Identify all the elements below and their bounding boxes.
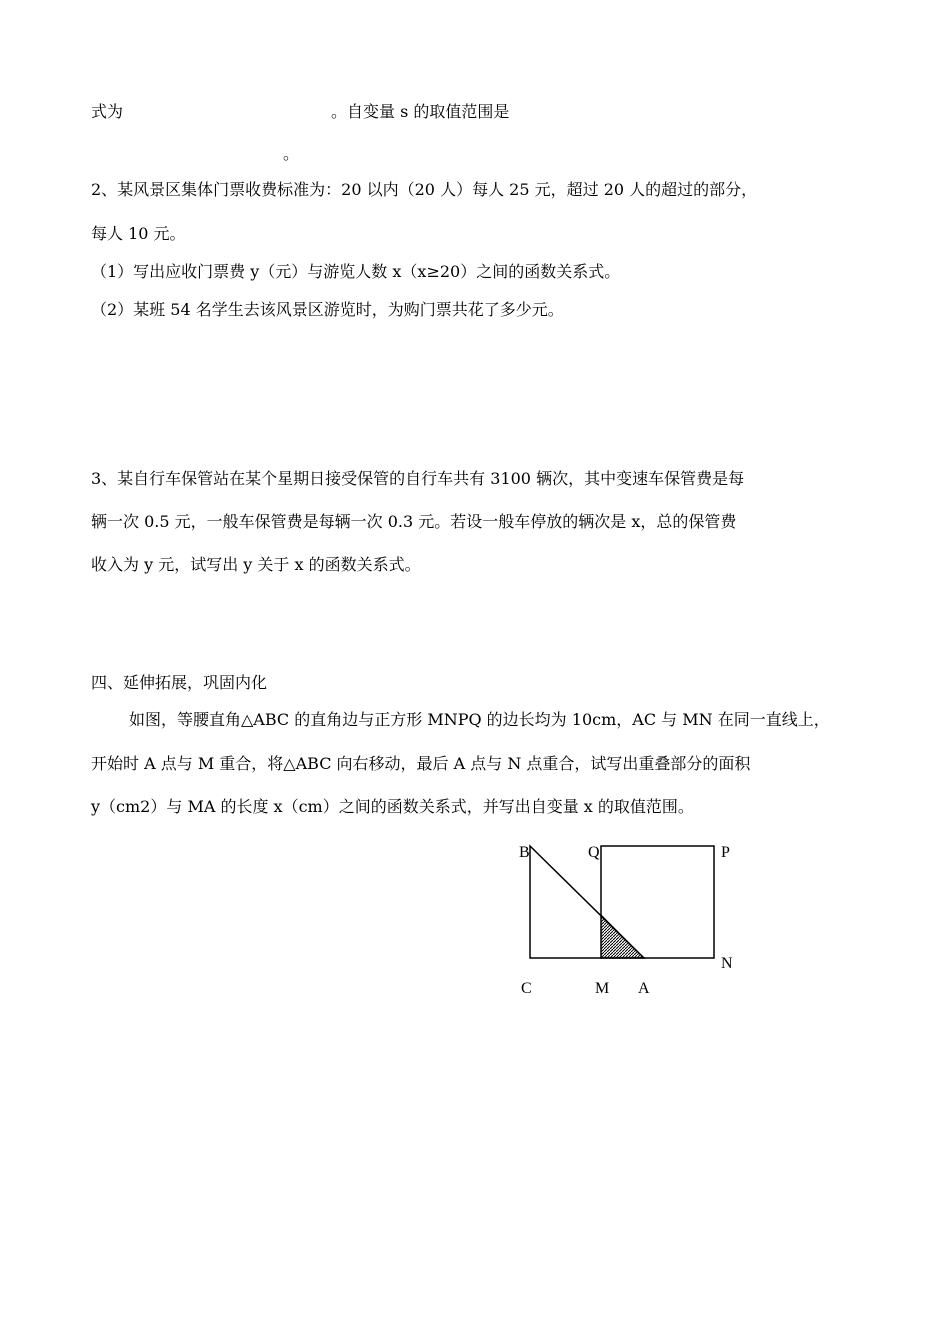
section4-para-3: y（cm2）与 MA 的长度 x（cm）之间的函数关系式，并写出自变量 x 的取值范围。 xyxy=(91,797,694,816)
section4-para-2: 开始时 A 点与 M 重合，将△ABC 向右移动，最后 A 点与 N 点重合，试写出重叠部分的面积 xyxy=(91,754,751,773)
label-q: Q xyxy=(588,844,600,861)
section4-heading: 四、延伸拓展，巩固内化 xyxy=(91,673,268,692)
label-b: B xyxy=(519,844,530,861)
geometry-figure xyxy=(505,838,765,1008)
q1-text-suffix: 。自变量 s 的取值范围是 xyxy=(331,102,510,121)
label-c: C xyxy=(521,980,532,997)
label-p: P xyxy=(721,844,730,861)
q1-text-prefix: 式为 xyxy=(91,102,124,121)
section4-para-1: 如图，等腰直角△ABC 的直角边与正方形 MNPQ 的边长均为 10cm，AC 与 MN 在同一直线上， xyxy=(129,710,830,729)
q2-line-1: 2、某风景区集体门票收费标准为：20 以内（20 人）每人 25 元，超过 20 人的超过的部分， xyxy=(91,180,758,199)
q3-line-2: 辆一次 0.5 元，一般车保管费是每辆一次 0.3 元。若设一般车停放的辆次是 x，总的保管费 xyxy=(91,512,737,531)
q3-line-1: 3、某自行车保管站在某个星期日接受保管的自行车共有 3100 辆次，其中变速车保管费是每 xyxy=(91,469,745,488)
q2-line-2: 每人 10 元。 xyxy=(91,224,186,243)
q2-sub-1: （1）写出应收门票费 y（元）与游览人数 x（x≥20）之间的函数关系式。 xyxy=(91,262,621,281)
label-n: N xyxy=(721,955,733,972)
label-a: A xyxy=(638,980,650,997)
label-m: M xyxy=(595,980,610,997)
q3-line-3: 收入为 y 元，试写出 y 关于 x 的函数关系式。 xyxy=(91,555,421,574)
triangle-abc xyxy=(530,846,644,958)
q2-sub-2: （2）某班 54 名学生去该风景区游览时，为购门票共花了多少元。 xyxy=(91,300,564,319)
q1-text-end: 。 xyxy=(283,144,300,163)
